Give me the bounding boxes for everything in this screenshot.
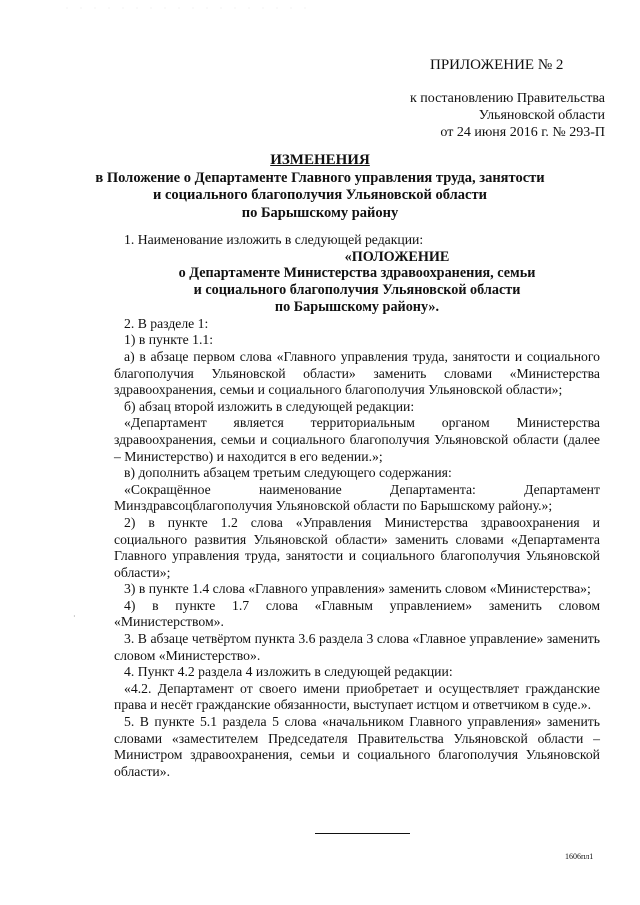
heading-line: в Положение о Департаменте Главного управления труда, занятости xyxy=(95,169,545,186)
paragraph: «Департамент является территориальным органом Министерства здравоохранения, семьи и социального благополучия Ульяновской области (далее – Министерство) и находится в его ведении.»; xyxy=(114,415,600,464)
paragraph: 1. Наименование изложить в следующей редакции: xyxy=(124,232,424,247)
paragraph: 3. В абзаце четвёртом пункта 3.6 раздела 3 слова «Главное управление» заменить словом «Министерство». xyxy=(114,631,600,663)
quoted-title xyxy=(114,249,600,316)
paragraph: «Сокращённое наименование Департамента: Департамент Минздравсоцблагополучия Ульяновской области по Барышскому району.»; xyxy=(114,481,600,514)
appendix-title: ПРИЛОЖЕНИЕ № 2 xyxy=(430,57,564,73)
quoted-title-line: о Департаменте Министерства здравоохранения, семьи xyxy=(178,265,536,282)
paragraph: 3) в пункте 1.4 слова «Главного управления» заменить словом «Министерства»; xyxy=(124,581,591,597)
basis-line: Ульяновской области xyxy=(478,108,605,123)
paragraph: 4. Пункт 4.2 раздела 4 изложить в следующей редакции: xyxy=(124,664,453,680)
footer-separator xyxy=(315,833,410,834)
scan-artifact xyxy=(60,6,310,10)
paragraph: а) в абзаце первом слова «Главного управления труда, занятости и социального благополучия Ульяновской области» заменить словами «Министерства здравоохранения, семьи и социального благополучия Ульяновской области»; xyxy=(114,348,600,398)
quoted-title-line: «ПОЛОЖЕНИЕ xyxy=(344,248,450,265)
heading-line: и социального благополучия Ульяновской области xyxy=(153,187,487,203)
quoted-title-line: и социального благополучия Ульяновской области xyxy=(193,282,521,299)
heading-title: ИЗМЕНЕНИЯ xyxy=(270,152,370,168)
basis-block xyxy=(380,90,605,141)
paragraph: 1) в пункте 1.1: xyxy=(124,332,214,348)
paragraph: «4.2. Департамент от своего имени приобретает и осуществляет гражданские права и несёт гражданские обязанности, выступает истцом и ответчиком в суде.». xyxy=(114,680,600,713)
paragraph: 5. В пункте 5.1 раздела 5 слова «начальником Главного управления» заменить словами «заместителем Председателя Правительства Ульяновской области – Министром здравоохранения, семьи и социального благополучия Ульяновской области». xyxy=(114,714,600,779)
quoted-title-line: по Барышскому району». xyxy=(274,298,440,315)
heading-line: по Барышскому району xyxy=(241,204,399,221)
paragraph: б) абзац второй изложить в следующей редакции: xyxy=(124,398,415,414)
paragraph: 2) в пункте 1.2 слова «Управления Министерства здравоохранения и социального развития Ульяновской области» заменить словами «Департамента Главного управления труда, занятости и социального благополучия Ульяновской области»; xyxy=(114,514,600,580)
paragraph: 4) в пункте 1.7 слова «Главным управлением» заменить словом «Министерством». xyxy=(114,597,600,630)
paragraph: в) дополнить абзацем третьим следующего содержания: xyxy=(124,465,452,481)
margin-mark: · xyxy=(73,612,76,621)
document-code: 1606пл1 xyxy=(565,852,594,861)
document-heading xyxy=(40,152,600,222)
basis-line: к постановлению Правительства xyxy=(409,91,605,106)
basis-line: от 24 июня 2016 г. № 293-П xyxy=(440,125,605,140)
document-body xyxy=(114,232,600,780)
paragraph: 2. В разделе 1: xyxy=(124,315,209,331)
